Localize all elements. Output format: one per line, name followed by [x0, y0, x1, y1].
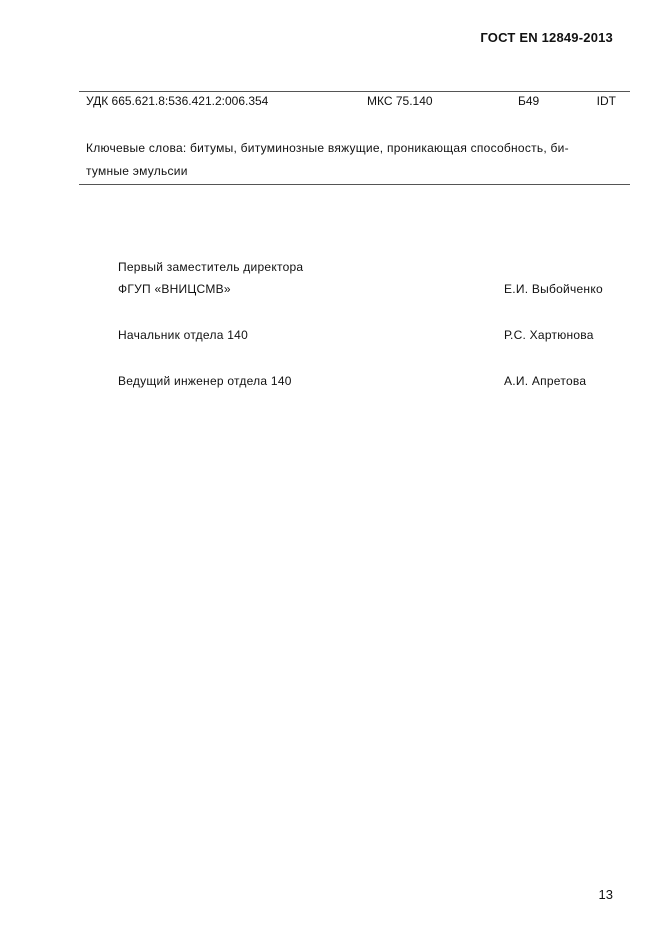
signature-position: [118, 370, 498, 392]
page-number: 13: [598, 887, 613, 902]
bottom-divider: [79, 184, 630, 185]
keywords-line-2: тумные эмульсии: [86, 164, 188, 178]
signature-entry: [118, 256, 618, 300]
udk-code: УДК 665.621.8:536.421.2:006.354: [86, 94, 269, 108]
signatory-name: Е.И. Выбойченко: [504, 282, 603, 296]
signatory-name: А.И. Апретова: [504, 374, 587, 388]
signature-block: [118, 256, 618, 392]
mks-code: МКС 75.140: [367, 94, 433, 108]
position-line: ФГУП «ВНИЦСМВ»: [118, 282, 231, 296]
signature-position: [118, 324, 498, 346]
signature-entry: [118, 370, 618, 392]
degree-code: IDT: [596, 94, 616, 108]
signatory-name: Р.С. Хартюнова: [504, 328, 594, 342]
signature-entry: [118, 324, 618, 346]
position-line: Первый заместитель директора: [118, 260, 304, 274]
position-line: Ведущий инженер отдела 140: [118, 374, 292, 388]
standard-code-header: ГОСТ EN 12849-2013: [480, 30, 613, 45]
classification-row: [86, 94, 616, 110]
keywords-line-1: Ключевые слова: битумы, битуминозные вяжущие, проникающая способность, би-: [86, 141, 569, 155]
signature-position: [118, 256, 498, 300]
position-line: Начальник отдела 140: [118, 328, 248, 342]
keywords-paragraph: [86, 137, 616, 183]
top-divider: [79, 91, 630, 92]
group-code: Б49: [518, 94, 540, 108]
